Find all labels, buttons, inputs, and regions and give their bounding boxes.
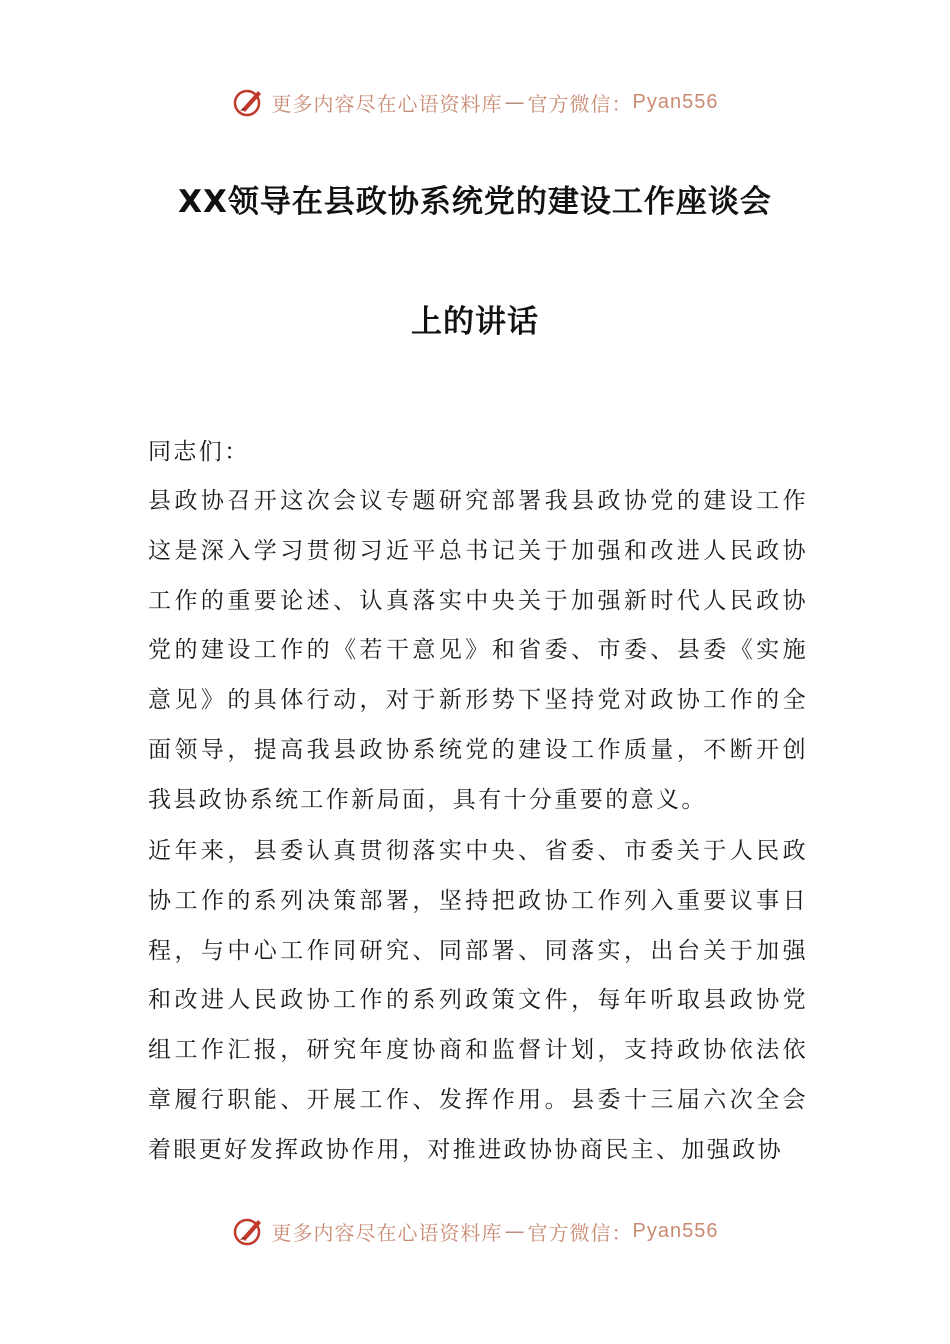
watermark-separator: —: [504, 1219, 526, 1243]
watermark-text: 更多内容尽在心语资料库: [271, 1220, 503, 1245]
paragraph-text: 近年来，县委认真贯彻落实中央、省委、市委关于人民政协工作的系列决策部署，坚持把政协工作列入重要议事日程，与中心工作同研究、同部署、同落实，出台关于加强和改进人民政协工作的系列政策文件，每年听取县政协党组工作汇报，研究年度协商和监督计划，支持政协依法依章履行职能、开展工作、发挥作用。县委十三届六次全会着眼更好发挥政协作用，对推进政协协商民主、加强政协: [148, 838, 808, 1163]
watermark-wechat-id: Pyan556: [632, 1219, 719, 1242]
watermark-label: 官方微信：: [527, 1220, 633, 1245]
paragraph-2: [148, 827, 808, 1176]
paragraph-1: [148, 477, 808, 826]
paragraph-text: 县政协召开这次会议专题研究部署我县政协党的建设工作这是深入学习贯彻习近平总书记关于加强和改进人民政协工作的重要论述、认真落实中央关于加强新时代人民政协党的建设工作的《若干意见》和省委、市委、县委《实施意见》的具体行动，对于新形势下坚持党对政协工作的全面领导，提高我县政协系统党的建设工作质量，不断开创我县政协系统工作新局面，具有十分重要的意义。: [148, 488, 808, 813]
header-watermark: [0, 80, 950, 124]
watermark-wechat-id: Pyan556: [632, 90, 719, 113]
pen-logo-icon: [232, 85, 266, 119]
pen-logo-icon: [232, 1214, 266, 1248]
document-title-line2: 上的讲话: [411, 304, 539, 340]
salutation: [148, 428, 808, 478]
watermark-text: 更多内容尽在心语资料库: [271, 91, 503, 116]
salutation-text: 同志们：: [148, 439, 250, 465]
watermark-separator: —: [504, 90, 526, 114]
footer-watermark: [0, 1209, 950, 1253]
watermark-label: 官方微信：: [527, 91, 633, 116]
document-title-line1: XX领导在县政协系统党的建设工作座谈会: [178, 184, 772, 220]
